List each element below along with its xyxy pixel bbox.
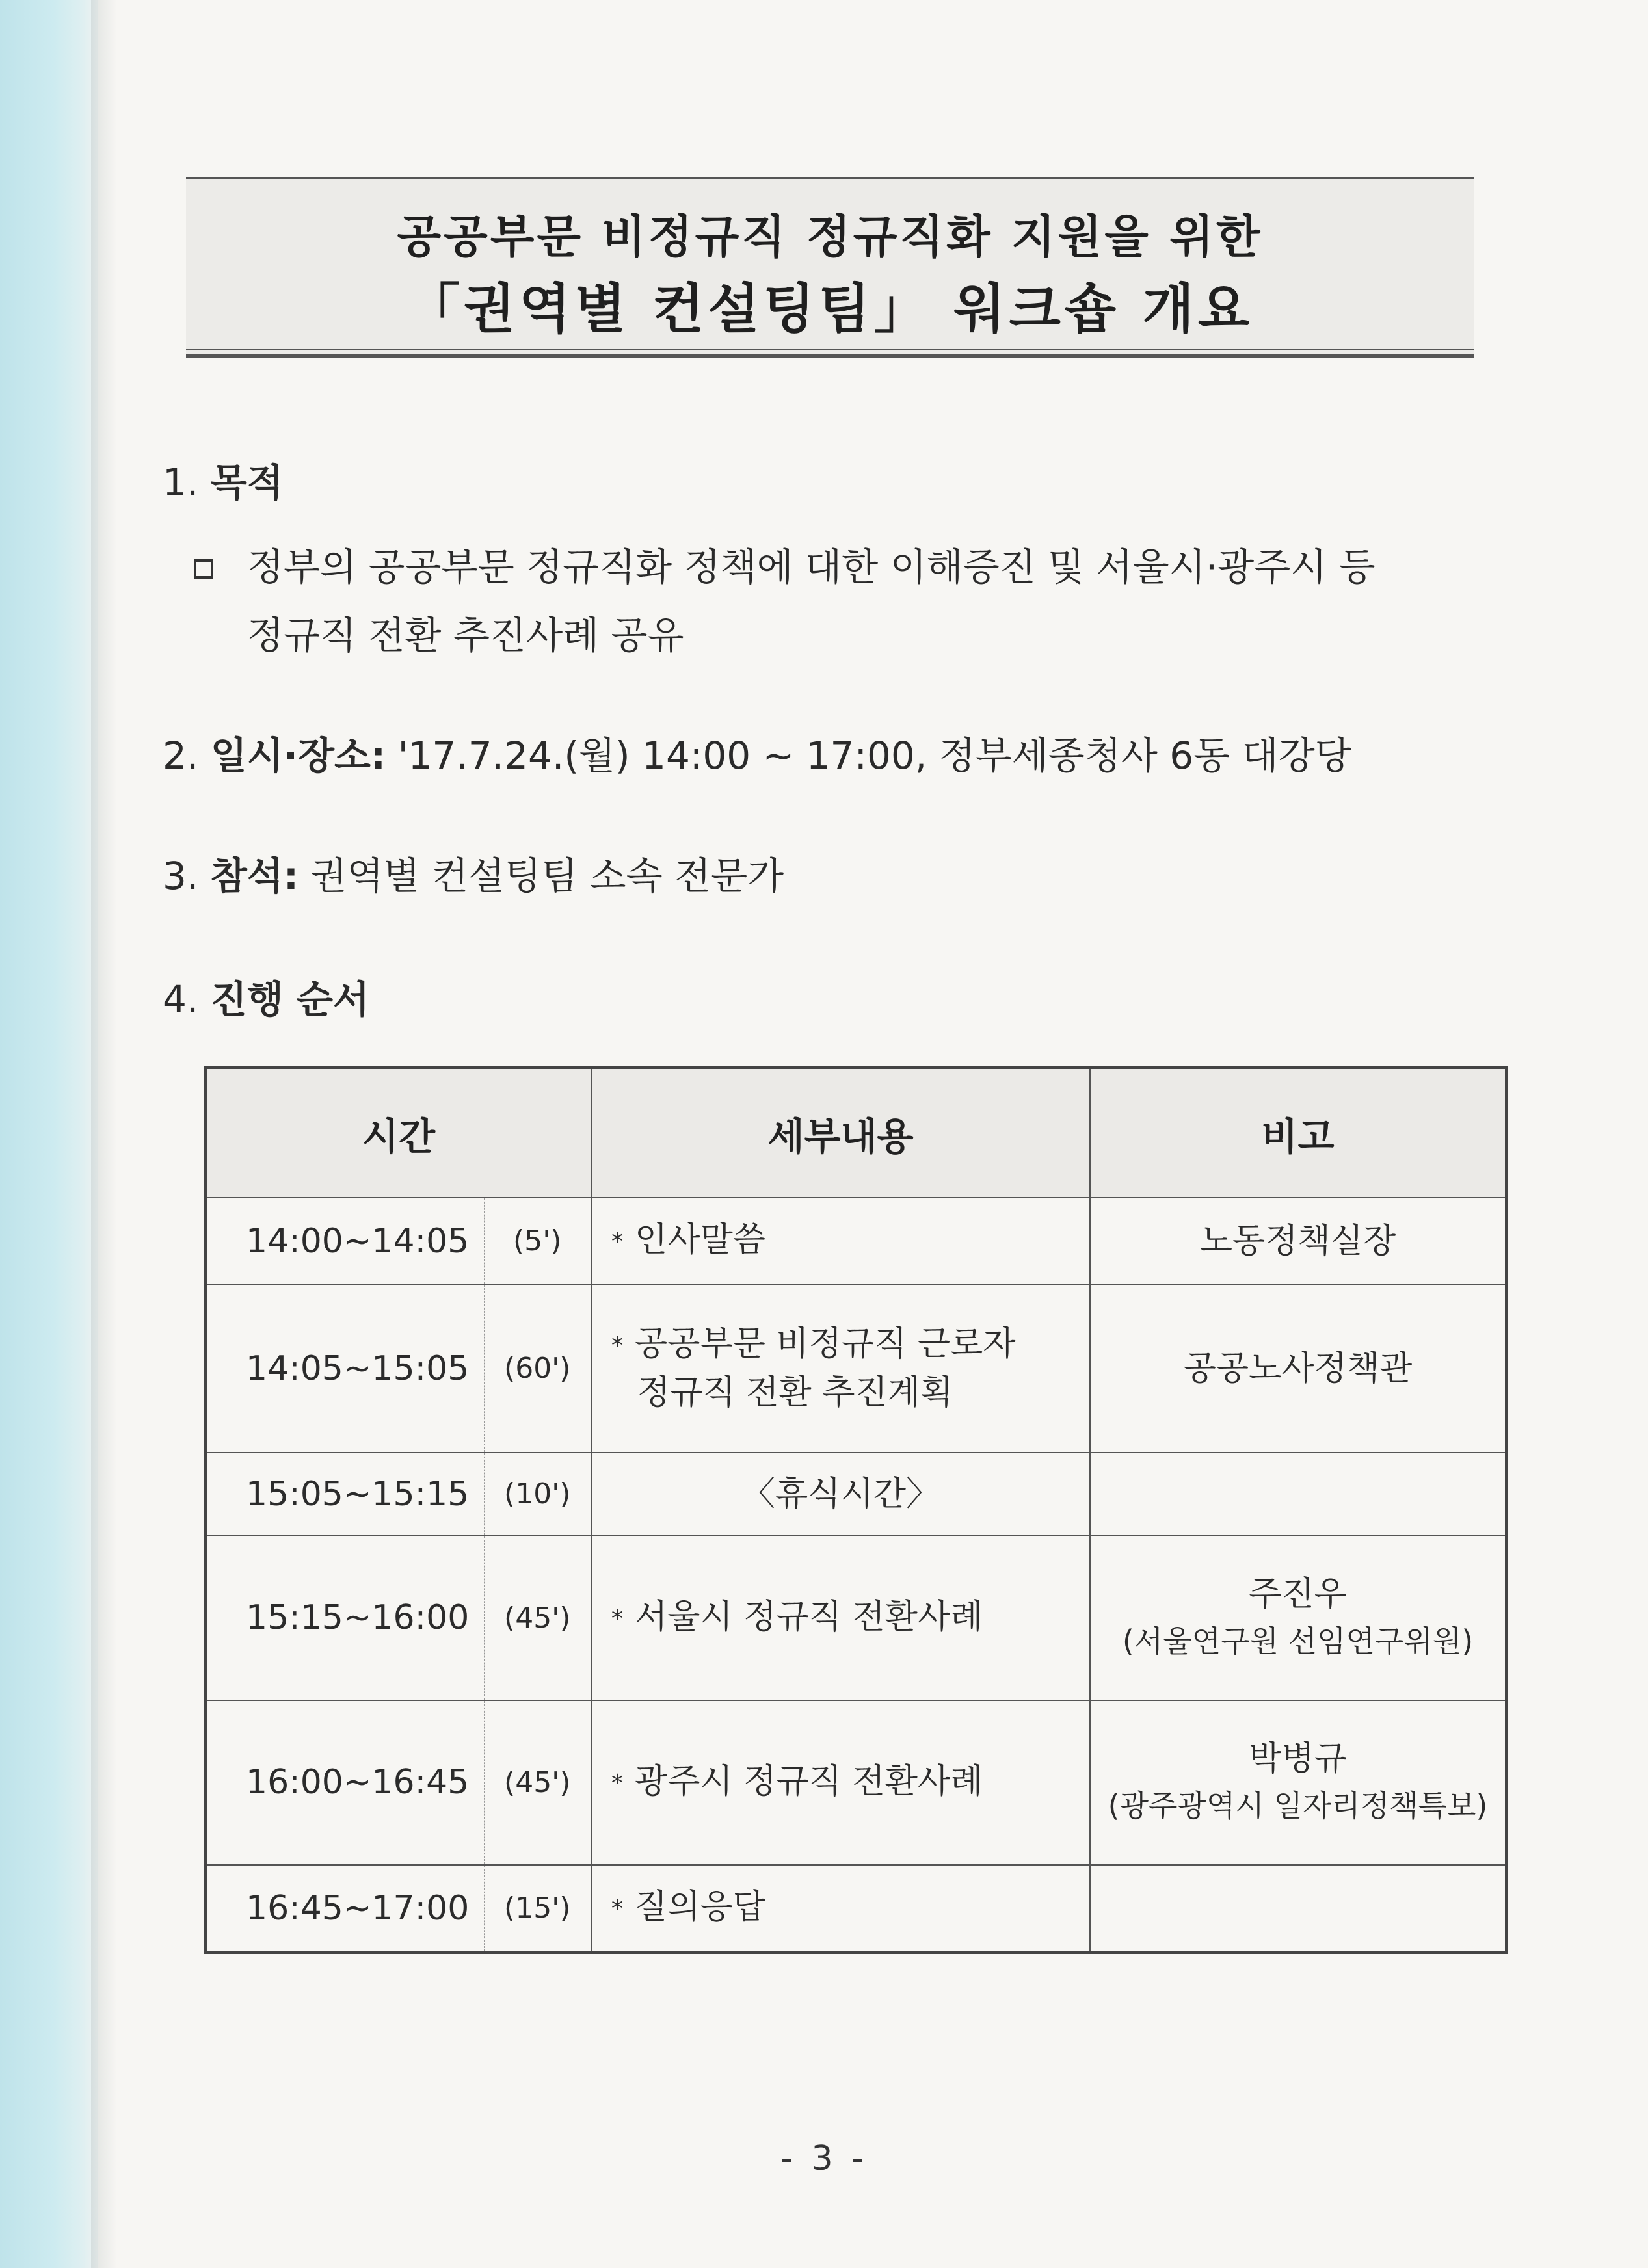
row-time: 14:05~15:05 bbox=[206, 1284, 484, 1452]
asterisk-icon: * bbox=[611, 1332, 623, 1360]
section-number: 3. bbox=[163, 854, 199, 898]
note-affiliation: (광주광역시 일자리정책특보) bbox=[1108, 1788, 1488, 1824]
detail-text-line-2: 정규직 전환 추진계획 bbox=[637, 1373, 953, 1413]
section-label: 참석: bbox=[210, 854, 299, 898]
note-text: 노동정책실장 bbox=[1199, 1221, 1396, 1261]
detail-text: 서울시 정규직 전환사례 bbox=[635, 1597, 983, 1637]
row-time: 15:15~16:00 bbox=[206, 1536, 484, 1700]
binding-shadow bbox=[91, 0, 117, 2268]
header-note: 비고 bbox=[1090, 1068, 1506, 1198]
row-detail bbox=[591, 1700, 1090, 1865]
purpose-text-line-1: 정부의 공공부문 정규직화 정책에 대한 이해증진 및 서울시·광주시 등 bbox=[247, 545, 1376, 589]
section-number: 2. bbox=[163, 733, 199, 778]
table-row bbox=[206, 1700, 1506, 1865]
asterisk-icon: * bbox=[611, 1228, 623, 1256]
binding-edge bbox=[0, 0, 98, 2268]
detail-text: 인사말씀 bbox=[635, 1220, 765, 1260]
purpose-text-line-2: 정규직 전환 추진사례 공유 bbox=[247, 613, 684, 657]
row-detail bbox=[591, 1198, 1090, 1284]
row-duration: (15') bbox=[484, 1865, 591, 1953]
section-label: 진행 순서 bbox=[210, 977, 370, 1022]
row-detail bbox=[591, 1284, 1090, 1452]
asterisk-icon: * bbox=[611, 1605, 623, 1632]
attendees-value: 권역별 컨설팅팀 소속 전문가 bbox=[310, 854, 784, 898]
section-attendees-heading bbox=[163, 845, 784, 900]
row-duration: (45') bbox=[484, 1700, 591, 1865]
row-note bbox=[1090, 1453, 1506, 1536]
table-header-row bbox=[206, 1068, 1506, 1198]
note-name: 박병규 bbox=[1249, 1739, 1347, 1779]
detail-text: 질의응답 bbox=[635, 1888, 765, 1927]
detail-text: 광주시 정규직 전환사례 bbox=[635, 1761, 983, 1801]
section-label: 목적 bbox=[210, 460, 284, 505]
asterisk-icon: * bbox=[611, 1769, 623, 1797]
row-note bbox=[1090, 1700, 1506, 1865]
title-line-1: 공공부문 비정규직 정규직화 지원을 위한 bbox=[397, 210, 1263, 263]
note-affiliation: (서울연구원 선임연구위원) bbox=[1122, 1624, 1474, 1659]
section-number: 1. bbox=[163, 460, 199, 505]
title-bottom-rule-thin bbox=[186, 349, 1474, 350]
section-label: 일시·장소: bbox=[210, 733, 386, 778]
detail-text: 공공부문 비정규직 근로자 bbox=[635, 1325, 1016, 1364]
title-line-2: 「권역별 컨설팅팀」 워크숍 개요 bbox=[406, 278, 1254, 340]
square-bullet-icon bbox=[194, 559, 213, 579]
header-time: 시간 bbox=[206, 1068, 591, 1198]
row-time: 16:00~16:45 bbox=[206, 1700, 484, 1865]
row-detail bbox=[591, 1865, 1090, 1953]
section-schedule-heading bbox=[163, 725, 1351, 780]
row-duration: (5') bbox=[484, 1198, 591, 1284]
section-number: 4. bbox=[163, 977, 199, 1022]
page-number: - 3 - bbox=[780, 2139, 868, 2178]
title-bottom-rule bbox=[186, 354, 1474, 358]
row-duration: (10') bbox=[484, 1453, 591, 1536]
row-detail: 〈휴식시간〉 bbox=[591, 1453, 1090, 1536]
header-detail: 세부내용 bbox=[591, 1068, 1090, 1198]
row-time: 16:45~17:00 bbox=[206, 1865, 484, 1953]
row-note bbox=[1090, 1198, 1506, 1284]
row-note bbox=[1090, 1284, 1506, 1452]
row-duration: (60') bbox=[484, 1284, 591, 1452]
row-time: 15:05~15:15 bbox=[206, 1453, 484, 1536]
schedule-value: '17.7.24.(월) 14:00 ~ 17:00, 정부세종청사 6동 대강당 bbox=[397, 733, 1351, 778]
table-row bbox=[206, 1453, 1506, 1536]
note-text: 공공노사정책관 bbox=[1183, 1349, 1413, 1388]
row-note bbox=[1090, 1865, 1506, 1953]
row-note bbox=[1090, 1536, 1506, 1700]
section-order-heading bbox=[163, 969, 369, 1023]
note-name: 주진우 bbox=[1249, 1575, 1347, 1615]
table-row bbox=[206, 1536, 1506, 1700]
program-table bbox=[204, 1066, 1508, 1954]
table-row bbox=[206, 1284, 1506, 1452]
table-row bbox=[206, 1198, 1506, 1284]
asterisk-icon: * bbox=[611, 1895, 623, 1923]
row-detail bbox=[591, 1536, 1090, 1700]
row-duration: (45') bbox=[484, 1536, 591, 1700]
row-time: 14:00~14:05 bbox=[206, 1198, 484, 1284]
section-purpose-heading bbox=[163, 452, 284, 507]
table-row bbox=[206, 1865, 1506, 1953]
